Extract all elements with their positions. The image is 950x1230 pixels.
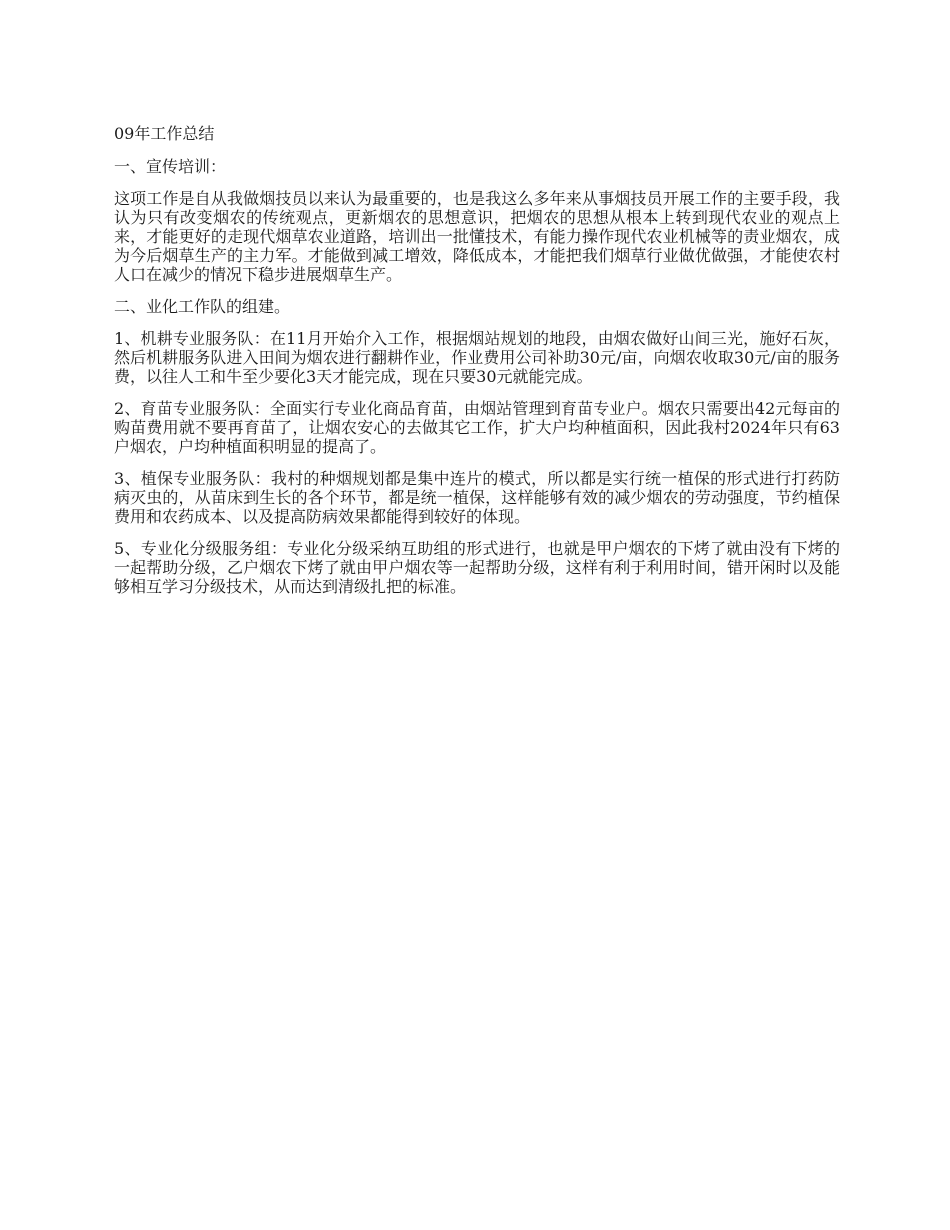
paragraph-plant-protection-team: 3、植保专业服务队：我村的种烟规划都是集中连片的模式，所以都是实行统一植保的形式进行打药防病灭虫的，从苗床到生长的各个环节，都是统一植保，这样能够有效的减少烟农的劳动强度，节约植保费用和农药成本、以及提高防病效果都能得到较好的体现。 bbox=[114, 469, 840, 526]
section-heading-work-teams: 二、业化工作队的组建。 bbox=[114, 297, 291, 316]
section-heading-publicity-training: 一、宣传培训： bbox=[114, 157, 227, 176]
document-page bbox=[114, 124, 840, 609]
paragraph-machine-plowing-team: 1、机耕专业服务队：在11月开始介入工作，根据烟站规划的地段，由烟农做好山间三光，施好石灰，然后机耕服务队进入田间为烟农进行翻耕作业，作业费用公司补助30元/亩，向烟农收取30元/亩的服务费，以往人工和牛至少要化3天才能完成，现在只要30元就能完成。 bbox=[114, 329, 840, 386]
section-paragraph-publicity-training: 这项工作是自从我做烟技员以来认为最重要的，也是我这么多年来从事烟技员开展工作的主要手段，我认为只有改变烟农的传统观点，更新烟农的思想意识，把烟农的思想从根本上转到现代农业的观点上来，才能更好的走现代烟草农业道路，培训出一批懂技术，有能力操作现代农业机械等的责业烟农，成为今后烟草生产的主力军。才能做到减工增效，降低成本，才能把我们烟草行业做优做强，才能使农村人口在减少的情况下稳步进展烟草生产。 bbox=[114, 189, 840, 284]
document-title: 09年工作总结 bbox=[114, 124, 215, 143]
paragraph-grading-team: 5、专业化分级服务组：专业化分级采纳互助组的形式进行，也就是甲户烟农的下烤了就由没有下烤的一起帮助分级，乙户烟农下烤了就由甲户烟农等一起帮助分级，这样有利于利用时间，错开闲时以及能够相互学习分级技术，从而达到清级扎把的标准。 bbox=[114, 539, 840, 596]
paragraph-seedling-team: 2、育苗专业服务队：全面实行专业化商品育苗，由烟站管理到育苗专业户。烟农只需要出42元每亩的购苗费用就不要再育苗了，让烟农安心的去做其它工作，扩大户均种植面积，因此我村2024年只有63户烟农，户均种植面积明显的提高了。 bbox=[114, 399, 840, 456]
